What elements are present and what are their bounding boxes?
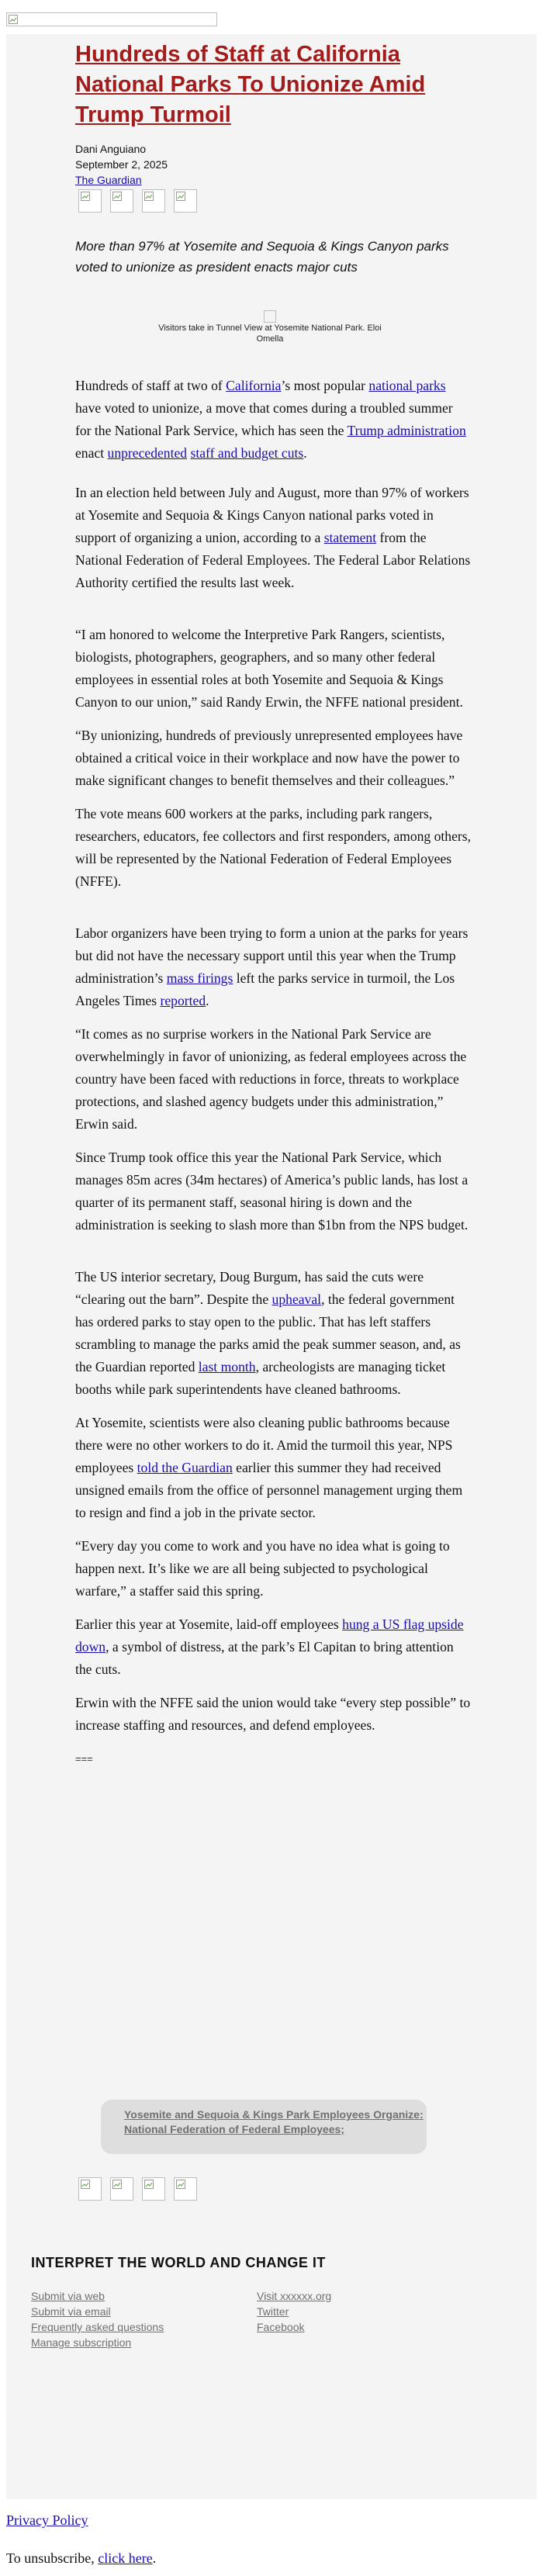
inline-link[interactable]: upheaval [272,1291,322,1307]
share-bottom-twitter-share-button[interactable] [110,2177,133,2201]
share-row-bottom [78,2177,197,2201]
article-paragraph [75,724,471,792]
facebook-share-icon [81,192,90,201]
unsubscribe-line [6,2549,156,2567]
inline-link[interactable]: statement [323,530,377,545]
inline-link[interactable]: mass firings [166,970,233,986]
paragraph-text: earlier this summer they had received unsigned emails from the office of personnel management urging them to resign and find a job in the private sector. [75,1460,463,1520]
article-paragraph [75,1266,471,1401]
article-paragraph [75,803,471,893]
paragraph-text: . [303,445,307,461]
paragraph-text: The vote means 600 workers at the parks, including park rangers, researchers, educators, fee collectors and first responders, among others, will be represented by the National Federation of Federal Employees (NFFE). [75,806,472,889]
paragraph-text: Labor organizers have been trying to form a union at the parks for years but did not have the necessary support until this year when the Trump administration’s [75,925,469,986]
source-link[interactable]: The Guardian [75,174,142,186]
article-paragraph [75,1535,471,1603]
privacy-policy-link[interactable]: Privacy Policy [6,2512,88,2528]
email-body [6,34,537,2499]
publish-date: September 2, 2025 [75,158,168,171]
paragraph-text: At Yosemite, scientists were also cleaning public bathrooms because there were no other workers to do it. Amid the turmoil this year, NPS employees [75,1415,453,1475]
paragraph-text: “It comes as no surprise workers in the National Park Service are overwhelmingly in favor of unionizing, as federal employees across the country have been faced with reductions in force, threats to workplace protections, and slashed agency budgets under this administration,” Erwin said. [75,1026,467,1132]
author-name: Dani Anguiano [75,143,147,155]
byline [75,141,471,188]
footer-links-right [257,2288,331,2335]
inline-link[interactable]: Trump administration [347,423,466,438]
paragraph-text: “I am honored to welcome the Interpretive Park Rangers, scientists, biologists, photographers, geographers, and so many other federal employees in essential roles at both Yosemite and Sequoia & Kings Canyon to our union,” said Randy Erwin, the NFFE national president. [75,627,463,710]
share-top-email-share-button[interactable] [142,189,165,213]
footer-title: INTERPRET THE WORLD AND CHANGE IT [31,2255,326,2270]
article-paragraph [75,624,471,714]
inline-link[interactable]: last month [198,1359,256,1374]
lead-image [146,310,394,344]
image-icon [264,310,276,323]
article-paragraph [75,482,471,594]
twitter-share-icon [112,192,122,201]
share-bottom-email-share-button[interactable] [142,2177,165,2201]
paragraph-text: from the National Federation of Federal Employees. The Federal Labor Relations Authority certified the results last week. [75,530,471,590]
inline-link[interactable]: hung a US flag upside down [75,1616,464,1655]
print-share-icon [176,192,185,201]
footer-link[interactable]: Submit via email [31,2305,111,2318]
privacy-line [6,2511,88,2529]
share-top-twitter-share-button[interactable] [110,189,133,213]
paragraph-text: Since Trump took office this year the National Park Service, which manages 85m acres (34m hectares) of America’s public lands, has lost a quarter of its permanent staff, seasonal hiring is down and the administration is seeking to slash more than $1bn from the NPS budget. [75,1150,469,1233]
unsubscribe-text: To unsubscribe, [6,2550,99,2566]
paragraph-text: , the federal government has ordered parks to stay open to the public. That has left staffers scrambling to manage the parks amid the peak summer season, and, as the Guardian reported [75,1291,461,1374]
print-share-icon [176,2180,185,2189]
related-story-link[interactable]: Yosemite and Sequoia & Kings Park Employees Organize: National Federation of Federal Employees; [124,2108,424,2135]
paragraph-text: Hundreds of staff at two of [75,378,227,393]
paragraph-text: “Every day you come to work and you have no idea what is going to happen next. It’s like we are all being subjected to psychological warfare,” a staffer said this spring. [75,1538,450,1599]
inline-link[interactable]: reported [160,993,206,1008]
article-paragraph [75,1613,471,1681]
article-paragraph [75,375,471,465]
footer-link[interactable]: Manage subscription [31,2336,132,2349]
article-paragraph [75,1692,471,1737]
newsletter-header-image [6,12,217,26]
related-story-card[interactable] [101,2100,427,2154]
inline-link[interactable]: national parks [368,378,446,393]
paragraph-text: left the parks service in turmoil, the Los Angeles Times [75,970,455,1008]
facebook-share-icon [81,2180,90,2189]
inline-link[interactable]: California [226,378,282,393]
article-paragraph [75,1412,471,1524]
email-share-icon [144,2180,154,2189]
paragraph-text: . [206,993,209,1008]
footer-link[interactable]: Facebook [257,2321,305,2333]
paragraph-text: , archeologists are managing ticket booths while park superintendents have cleaned bathrooms. [75,1359,446,1397]
footer-link[interactable]: Visit xxxxxx.org [257,2290,332,2302]
email-share-icon [144,192,154,201]
unsubscribe-link[interactable]: click here [98,2550,153,2566]
footer-link[interactable]: Twitter [257,2305,289,2318]
paragraph-text: enact [75,445,108,461]
twitter-share-icon [112,2180,122,2189]
inline-link[interactable]: told the Guardian [137,1460,233,1475]
article-separator: === [75,1753,93,1765]
share-top-print-share-button[interactable] [174,189,197,213]
footer-link[interactable]: Frequently asked questions [31,2321,164,2333]
inline-link[interactable]: unprecedented [107,445,188,461]
paragraph-text: ’s most popular [281,378,369,393]
share-top-facebook-share-button[interactable] [78,189,102,213]
share-row-top [78,189,197,213]
article-body [75,364,471,1770]
article-paragraph [75,922,471,1012]
paragraph-text: The US interior secretary, Doug Burgum, has said the cuts were “clearing out the barn”. Despite the [75,1269,424,1307]
inline-link[interactable]: staff and budget cuts [190,445,304,461]
paragraph-text: have voted to unionize, a move that comes during a troubled summer for the National Park Service, which has seen the [75,400,453,438]
image-caption: Visitors take in Tunnel View at Yosemite National Park. Eloi Omella [158,323,382,344]
share-bottom-print-share-button[interactable] [174,2177,197,2201]
article-paragraph [75,1023,471,1136]
standfirst: More than 97% at Yosemite and Sequoia & Kings Canyon parks voted to unionize as president enacts major cuts [75,239,449,275]
article-headline[interactable]: Hundreds of Staff at California National Parks To Unionize Amid Trump Turmoil [75,42,426,127]
unsubscribe-suffix: . [152,2550,157,2566]
paragraph-text: Erwin with the NFFE said the union would take “every step possible” to increase staffing and resources, and defend employees. [75,1695,471,1733]
footer-link[interactable]: Submit via web [31,2290,105,2302]
paragraph-text: , a symbol of distress, at the park’s El Capitan to bring attention the cuts. [75,1639,454,1677]
paragraph-text: In an election held between July and August, more than 97% of workers at Yosemite and Sequoia & Kings Canyon national parks voted in support of organizing a union, according to a [75,485,469,545]
share-bottom-facebook-share-button[interactable] [78,2177,102,2201]
broken-image-icon [9,15,18,24]
paragraph-text: Earlier this year at Yosemite, laid-off employees [75,1616,343,1632]
footer-links-left [31,2288,164,2350]
article-paragraph [75,1146,471,1236]
paragraph-text: “By unionizing, hundreds of previously unrepresented employees have obtained a critical voice in their workplace and now have the power to make significant changes to benefit themselves and their colleagues.” [75,728,463,788]
